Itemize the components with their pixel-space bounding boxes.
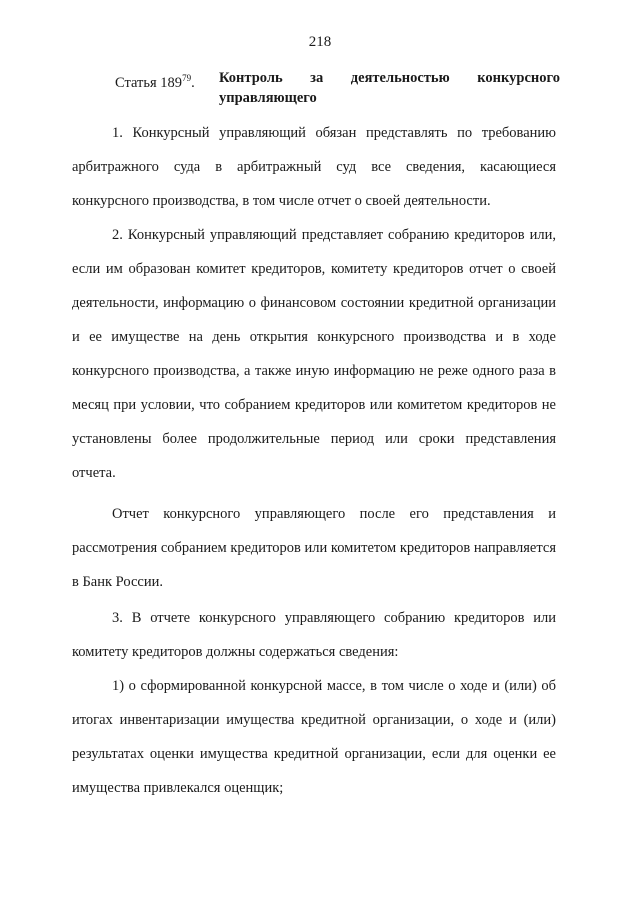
paragraph-5: 1) о сформированной конкурсной массе, в том числе о ходе и (или) об итогах инвентаризации имущества кредитной организации, о ходе и (или) результатах оценки имущества кредитной организации, если для оценки ее имущества привлекался оценщик;: [72, 678, 556, 796]
article-title-word: деятельностью: [350, 70, 450, 86]
article-title: [219, 68, 560, 108]
article-body-3: [72, 497, 556, 599]
page-number: 218: [308, 34, 332, 50]
article-superscript: 79: [182, 73, 192, 83]
article-body-5: [72, 669, 556, 805]
article-title-word: за: [310, 70, 324, 86]
article-body-4: [72, 601, 556, 669]
article-label-text: Статья 189: [115, 75, 183, 91]
article-title-word: конкурсного: [477, 70, 560, 86]
article-title-line-1: [219, 68, 560, 88]
article-label: [115, 68, 195, 93]
article-title-word: Контроль: [219, 70, 283, 86]
paragraph-4: 3. В отчете конкурсного управляющего собранию кредиторов или комитету кредиторов должны содержаться сведения:: [72, 610, 556, 660]
article-title-line-2: управляющего: [219, 90, 317, 106]
paragraph-1: 1. Конкурсный управляющий обязан представлять по требованию арбитражного суда в арбитражный суд все сведения, касающиеся конкурсного производства, в том числе отчет о своей деятельности.: [72, 125, 556, 209]
article-body-2: [72, 218, 556, 490]
paragraph-3: Отчет конкурсного управляющего после его представления и рассмотрения собранием кредиторов или комитетом кредиторов направляется в Банк России.: [72, 506, 556, 590]
article-body: [72, 116, 556, 218]
article-label-suffix: .: [191, 75, 195, 91]
paragraph-2: 2. Конкурсный управляющий представляет собранию кредиторов или, если им образован комитет кредиторов, комитету кредиторов отчет о своей деятельности, информацию о финансовом состоянии кредитной организации и ее имуществе на день открытия конкурсного производства и в ходе конкурсного производства, а также иную информацию не реже одного раза в месяц при условии, что собранием кредиторов или комитетом кредиторов не установлены более продолжительные период или сроки представления отчета.: [72, 227, 556, 481]
